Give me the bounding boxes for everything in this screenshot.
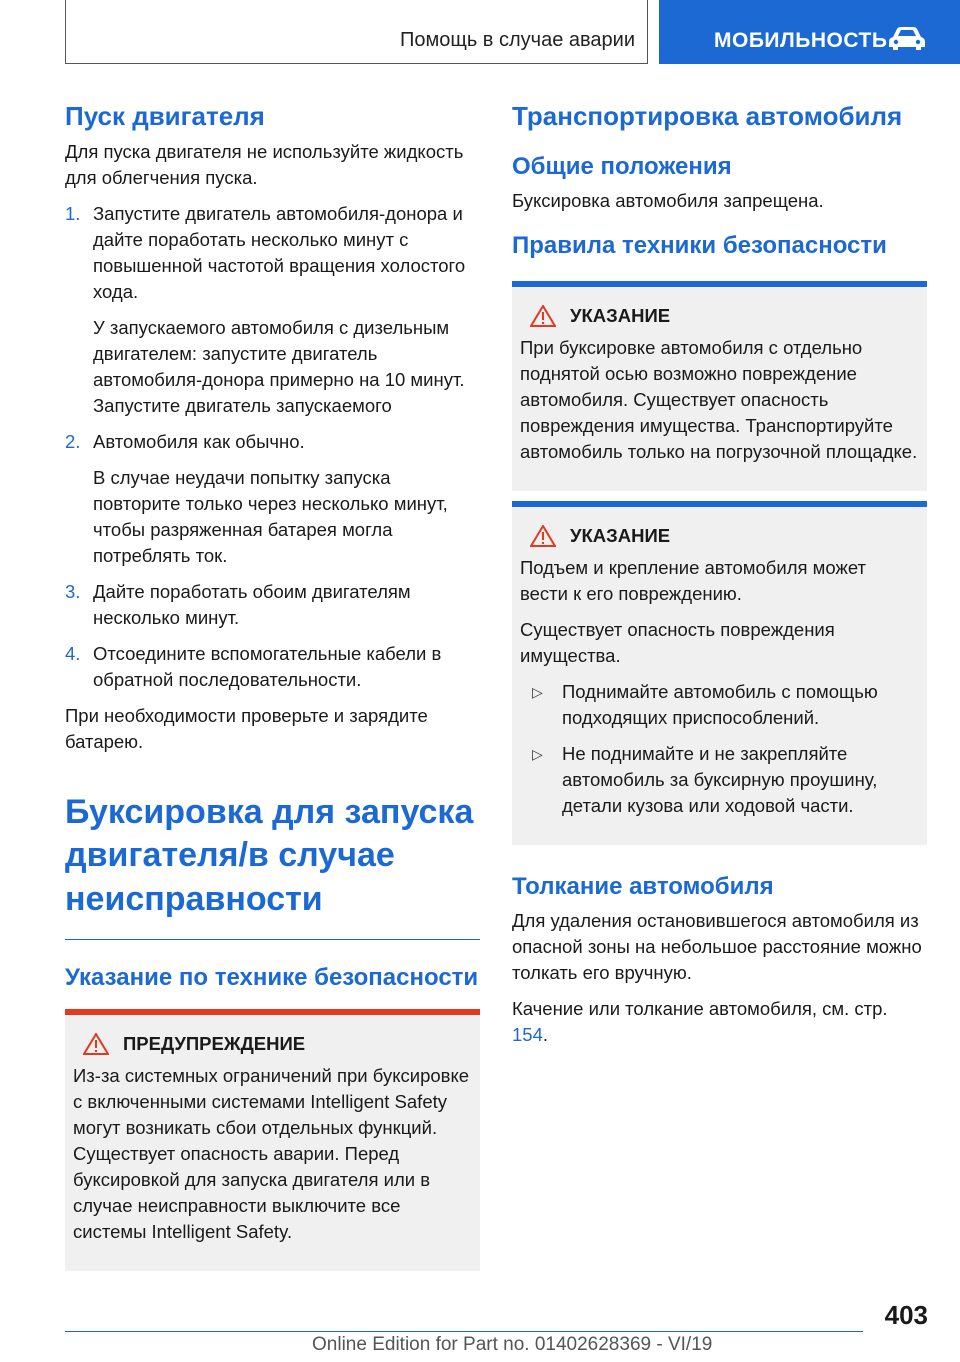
heading-safety: Указание по технике безопасности	[65, 964, 479, 992]
heading-general: Общие положения	[512, 152, 732, 180]
note-1-text: При буксировке автомобиля с отдельно поднятой осью возможно повреждение автомобиля. Существует опасность повреждения имущества. Транспортируйте автомобиль только на погрузочной площадке.	[520, 336, 918, 462]
header-section	[65, 0, 648, 64]
footer-edition: Online Edition for Part no. 01402628369 - VI/19	[312, 1334, 713, 1355]
step-1: 1. Запустите двигатель автомобиля-донора и дайте поработать несколько минут с повышенной частотой вращения холостого хода.	[65, 202, 466, 302]
paragraph-after: При необходимости проверьте и зарядите батарею.	[65, 704, 428, 752]
paragraph-general: Буксировка автомобиля запрещена.	[512, 189, 824, 211]
warning-box: ПРЕДУПРЕЖДЕНИЕ Из-за системных ограничений при буксировке с включенными системами Intelligent Safety могут возникать сбои отдельных функций. Существует опасность аварии. Перед буксировкой для запуска двигателя или в случае неисправности выключите все системы Intelligent Safety.	[65, 1009, 480, 1271]
warning-triangle-icon	[530, 525, 556, 547]
triangle-bullet-icon: ▷	[532, 745, 543, 762]
page-number: 403	[884, 1300, 928, 1330]
heading-towing: Буксировка для запуска двигателя/в случае неисправности	[65, 792, 474, 918]
section-divider	[65, 939, 480, 940]
paragraph-intro: Для пуска двигателя не используйте жидкость для облегчения пуска.	[65, 140, 464, 188]
paragraph-push-1: Для удаления остановившегося автомобиля из опасной зоны на небольшое расстояние можно толкать его вручную.	[512, 910, 922, 984]
note-2-text-1: Подъем и крепление автомобиля может вести к его повреждению.	[520, 556, 866, 604]
heading-pushing: Толкание автомобиля	[512, 872, 774, 900]
note-box-2: УКАЗАНИЕ Подъем и крепление автомобиля может вести к его повреждению. Существует опасность повреждения имущества. ▷ Поднимайте автомобиль с помощью подходящих приспособлений. ▷ Не поднимайте и не закрепляйте автомобиль за буксирную проушину, детали кузова или ходовой части.	[512, 501, 927, 845]
paragraph-push-2: Качение или толкание автомобиля, см. стр. 154.	[512, 998, 888, 1046]
warning-triangle-icon	[530, 305, 556, 327]
warning-text: Из-за системных ограничений при буксировке с включенными системами Intelligent Safety могут возникать сбои отдельных функций. Существует опасность аварии. Перед буксировкой для запуска двигателя или в случае неисправности выключите все системы Intelligent Safety.	[73, 1065, 470, 1243]
warning-triangle-icon	[83, 1033, 109, 1055]
left-column	[65, 100, 480, 1271]
step-1-sub: У запускаемого автомобиля с дизельным двигателем: запустите двигатель автомобиля-донора примерно на 10 минут. Запустите двигатель запускаемого	[93, 316, 465, 416]
page-link[interactable]: 154	[512, 1024, 543, 1046]
header-chapter	[659, 0, 960, 64]
header-chapter-title: МОБИЛЬНОСТЬ	[714, 29, 888, 52]
bullet-item: ▷ Поднимайте автомобиль с помощью подходящих приспособлений.	[532, 679, 919, 731]
footer-divider	[65, 1331, 863, 1332]
note-box-1: УКАЗАНИЕ При буксировке автомобиля с отдельно поднятой осью возможно повреждение автомобиля. Существует опасность повреждения имущества. Транспортируйте автомобиль только на погрузочной площадке.	[512, 281, 927, 491]
triangle-bullet-icon: ▷	[532, 683, 543, 700]
step-2: 2. Автомобиля как обычно.	[65, 430, 305, 452]
bullet-item: ▷ Не поднимайте и не закрепляйте автомобиль за буксирную проушину, детали кузова или ходовой части.	[532, 741, 919, 819]
header-section-title: Помощь в случае аварии	[400, 29, 635, 51]
step-3: 3. Дайте поработать обоим двигателям несколько минут.	[65, 580, 411, 628]
note-2-text-2: Существует опасность повреждения имущества.	[520, 618, 835, 666]
heading-rules: Правила техники безопасности	[512, 231, 887, 259]
step-2-sub: В случае неудачи попытку запуска повторите только через несколько минут, чтобы разряженная батарея могла потреблять ток.	[93, 466, 448, 566]
step-4: 4. Отсоедините вспомогательные кабели в обратной последовательности.	[65, 642, 442, 690]
right-column	[512, 100, 927, 1058]
heading-engine-start: Пуск двигателя	[65, 101, 265, 131]
heading-transport: Транспортировка автомобиля	[512, 101, 903, 131]
car-icon	[887, 25, 927, 51]
